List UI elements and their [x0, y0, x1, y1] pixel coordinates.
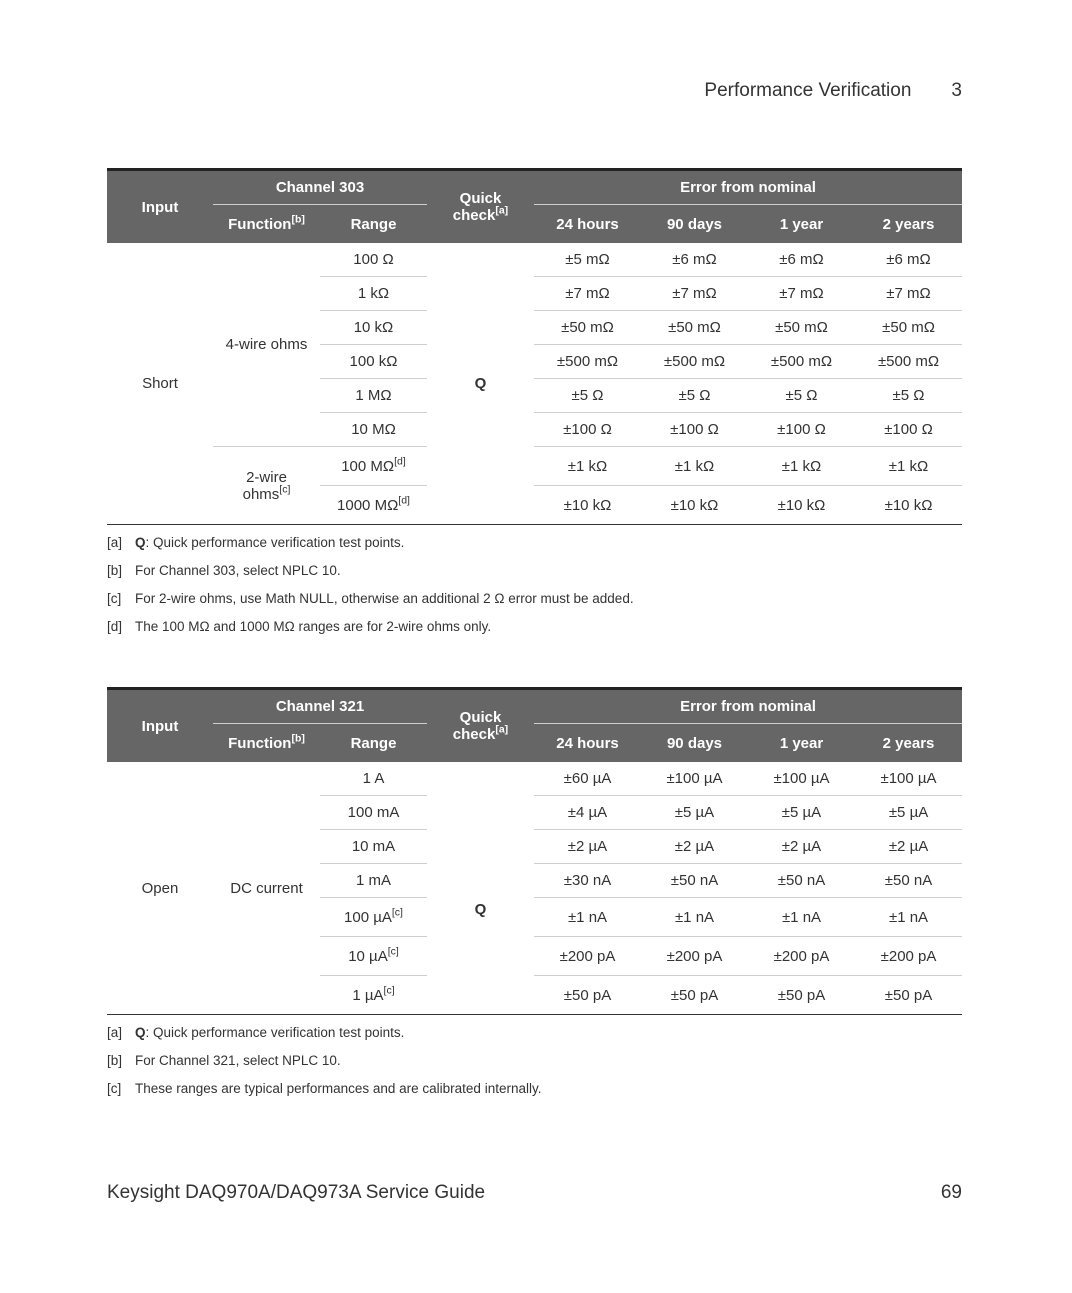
footnote-key: [c] [107, 1081, 122, 1096]
error-24h-cell: ±5 mΩ [534, 243, 641, 277]
quick-check-cell [427, 762, 534, 1015]
footnote [107, 617, 634, 645]
error-1y-cell: ±1 nA [748, 898, 855, 937]
header-90-days: 90 days [641, 205, 748, 244]
error-1y-cell: ±1 kΩ [748, 447, 855, 486]
section-title: Performance Verification [704, 80, 912, 101]
error-2y-cell: ±500 mΩ [855, 345, 962, 379]
error-24h-cell: ±5 Ω [534, 379, 641, 413]
range-cell: 1 mA [320, 864, 427, 898]
error-90d-cell: ±500 mΩ [641, 345, 748, 379]
error-1y-cell: ±50 pA [748, 976, 855, 1015]
header-check-footnote: [a] [495, 723, 509, 736]
range-cell: 1 MΩ [320, 379, 427, 413]
error-1y-cell: ±100 µA [748, 762, 855, 796]
header-90-days: 90 days [641, 724, 748, 763]
error-24h-cell: ±200 pA [534, 937, 641, 976]
range-cell [320, 937, 427, 976]
header-channel: Channel 321 [213, 689, 427, 724]
error-2y-cell: ±2 µA [855, 830, 962, 864]
error-2y-cell: ±50 mΩ [855, 311, 962, 345]
error-2y-cell: ±200 pA [855, 937, 962, 976]
running-header [704, 80, 962, 102]
header-24-hours: 24 hours [534, 724, 641, 763]
channel-303-table [107, 168, 962, 525]
range-cell [320, 447, 427, 486]
error-24h-cell: ±1 nA [534, 898, 641, 937]
footnote-text: For Channel 303, select NPLC 10. [135, 563, 341, 578]
header-function-footnote: [b] [291, 732, 305, 745]
footnote-text: : Quick performance verification test points. [145, 1025, 405, 1040]
error-1y-cell: ±50 nA [748, 864, 855, 898]
input-cell: Open [107, 762, 213, 1015]
header-1-year: 1 year [748, 205, 855, 244]
range-cell: 10 mA [320, 830, 427, 864]
quick-check-mark: Q [474, 375, 487, 392]
header-1-year: 1 year [748, 724, 855, 763]
error-2y-cell: ±6 mΩ [855, 243, 962, 277]
error-24h-cell: ±30 nA [534, 864, 641, 898]
header-quick-label: Quick [459, 190, 502, 207]
function-2wire-footnote: [c] [279, 483, 291, 496]
error-90d-cell: ±6 mΩ [641, 243, 748, 277]
table-row [107, 762, 962, 796]
channel-321-table [107, 687, 962, 1015]
input-cell: Short [107, 243, 213, 525]
footnote-key: [a] [107, 1025, 123, 1040]
error-24h-cell: ±500 mΩ [534, 345, 641, 379]
footnote [107, 589, 634, 617]
error-90d-cell: ±50 nA [641, 864, 748, 898]
range-footnote: [c] [387, 945, 399, 958]
error-1y-cell: ±100 Ω [748, 413, 855, 447]
footnote-key: [d] [107, 619, 123, 634]
error-2y-cell: ±100 Ω [855, 413, 962, 447]
function-2wire-line2: ohms [242, 485, 280, 503]
range-cell [320, 486, 427, 525]
footnote-key: [c] [107, 591, 122, 606]
footnote-bold: Q [135, 1025, 146, 1040]
table2-footnotes [107, 1023, 541, 1107]
footnote [107, 1051, 541, 1079]
footnote-key: [a] [107, 535, 123, 550]
header-function [213, 205, 320, 244]
error-2y-cell: ±100 µA [855, 762, 962, 796]
header-error-from-nominal: Error from nominal [534, 170, 962, 205]
header-channel: Channel 303 [213, 170, 427, 205]
function-2wire-line1: 2-wire [246, 468, 287, 486]
error-1y-cell: ±500 mΩ [748, 345, 855, 379]
footnote-text: The 100 MΩ and 1000 MΩ ranges are for 2-wire ohms only. [135, 619, 492, 634]
error-2y-cell: ±50 pA [855, 976, 962, 1015]
error-90d-cell: ±100 µA [641, 762, 748, 796]
header-check-label: check [452, 207, 496, 224]
error-90d-cell: ±50 mΩ [641, 311, 748, 345]
error-90d-cell: ±1 kΩ [641, 447, 748, 486]
range-footnote: [d] [398, 494, 410, 507]
error-90d-cell: ±1 nA [641, 898, 748, 937]
error-2y-cell: ±7 mΩ [855, 277, 962, 311]
error-24h-cell: ±4 µA [534, 796, 641, 830]
table1-footnotes [107, 533, 634, 645]
footnote-key: [b] [107, 1053, 123, 1068]
footnote-text: For 2-wire ohms, use Math NULL, otherwise an additional 2 Ω error must be added. [135, 591, 634, 606]
header-function-label: Function [228, 734, 292, 752]
range-footnote: [c] [383, 984, 395, 997]
range-value: 100 MΩ [341, 457, 395, 475]
footnote-key: [b] [107, 563, 123, 578]
error-24h-cell: ±10 kΩ [534, 486, 641, 525]
error-2y-cell: ±1 nA [855, 898, 962, 937]
error-1y-cell: ±2 µA [748, 830, 855, 864]
error-1y-cell: ±10 kΩ [748, 486, 855, 525]
header-range: Range [320, 205, 427, 244]
error-90d-cell: ±200 pA [641, 937, 748, 976]
error-2y-cell: ±10 kΩ [855, 486, 962, 525]
error-24h-cell: ±50 pA [534, 976, 641, 1015]
header-2-years: 2 years [855, 205, 962, 244]
header-quick-check [427, 689, 534, 763]
header-error-from-nominal: Error from nominal [534, 689, 962, 724]
footnote [107, 1079, 541, 1107]
error-2y-cell: ±50 nA [855, 864, 962, 898]
range-cell: 1 A [320, 762, 427, 796]
footnote-text: These ranges are typical performances and are calibrated internally. [135, 1081, 542, 1096]
table-row [107, 447, 962, 486]
function-cell-2wire [213, 447, 320, 525]
error-90d-cell: ±10 kΩ [641, 486, 748, 525]
range-value: 1 µA [352, 986, 384, 1004]
error-1y-cell: ±7 mΩ [748, 277, 855, 311]
error-1y-cell: ±5 µA [748, 796, 855, 830]
range-footnote: [d] [394, 455, 406, 468]
error-24h-cell: ±60 µA [534, 762, 641, 796]
range-cell [320, 898, 427, 937]
footnote [107, 533, 634, 561]
chapter-number: 3 [951, 80, 962, 101]
function-cell-4wire: 4-wire ohms [225, 336, 308, 353]
error-90d-cell: ±100 Ω [641, 413, 748, 447]
range-cell: 10 MΩ [320, 413, 427, 447]
error-90d-cell: ±7 mΩ [641, 277, 748, 311]
error-90d-cell: ±2 µA [641, 830, 748, 864]
footnote [107, 561, 634, 589]
header-function-label: Function [228, 215, 292, 233]
range-cell: 1 kΩ [320, 277, 427, 311]
footnote [107, 1023, 541, 1051]
footer-title: Keysight DAQ970A/DAQ973A Service Guide [107, 1182, 486, 1203]
error-90d-cell: ±5 Ω [641, 379, 748, 413]
error-90d-cell: ±5 µA [641, 796, 748, 830]
error-24h-cell: ±2 µA [534, 830, 641, 864]
error-1y-cell: ±50 mΩ [748, 311, 855, 345]
range-value: 10 µA [348, 947, 388, 965]
range-footnote: [c] [391, 906, 403, 919]
table-row [107, 243, 962, 277]
range-value: 100 µA [344, 908, 392, 926]
header-input: Input [107, 689, 213, 763]
range-cell: 100 Ω [320, 243, 427, 277]
header-check-footnote: [a] [495, 204, 509, 217]
error-1y-cell: ±200 pA [748, 937, 855, 976]
error-24h-cell: ±1 kΩ [534, 447, 641, 486]
page-number: 69 [940, 1182, 962, 1203]
header-quick-label: Quick [459, 709, 502, 726]
footnote-text: For Channel 321, select NPLC 10. [135, 1053, 341, 1068]
range-value: 1000 MΩ [337, 496, 399, 514]
error-90d-cell: ±50 pA [641, 976, 748, 1015]
quick-check-mark: Q [474, 901, 487, 918]
header-range: Range [320, 724, 427, 763]
error-2y-cell: ±5 Ω [855, 379, 962, 413]
range-cell [320, 976, 427, 1015]
error-1y-cell: ±6 mΩ [748, 243, 855, 277]
header-24-hours: 24 hours [534, 205, 641, 244]
header-2-years: 2 years [855, 724, 962, 763]
function-cell: DC current [213, 762, 320, 1015]
error-24h-cell: ±100 Ω [534, 413, 641, 447]
header-check-label: check [452, 726, 496, 743]
range-cell: 100 kΩ [320, 345, 427, 379]
error-1y-cell: ±5 Ω [748, 379, 855, 413]
footnote-bold: Q [135, 535, 146, 550]
error-2y-cell: ±5 µA [855, 796, 962, 830]
range-cell: 10 kΩ [320, 311, 427, 345]
range-cell: 100 mA [320, 796, 427, 830]
quick-check-cell [427, 243, 534, 525]
header-function-footnote: [b] [291, 213, 305, 226]
error-2y-cell: ±1 kΩ [855, 447, 962, 486]
header-quick-check [427, 170, 534, 244]
header-input: Input [107, 170, 213, 244]
footnote-text: : Quick performance verification test points. [145, 535, 405, 550]
error-24h-cell: ±50 mΩ [534, 311, 641, 345]
error-24h-cell: ±7 mΩ [534, 277, 641, 311]
header-function [213, 724, 320, 763]
